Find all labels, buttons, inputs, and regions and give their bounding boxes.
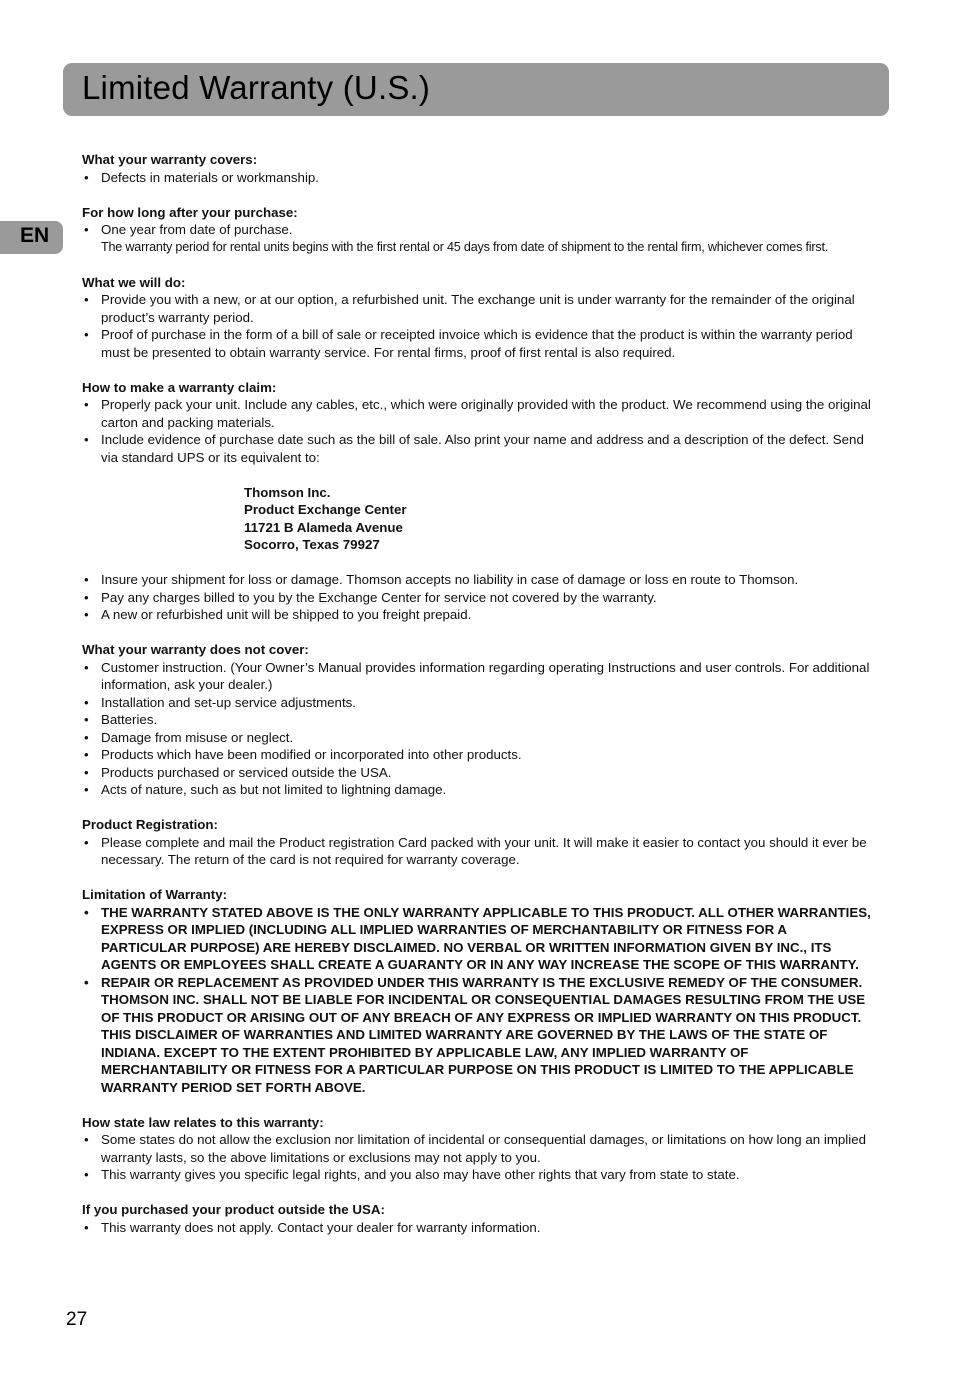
bullet-list [82,221,872,256]
list-item: • Customer instruction. (Your Owner’s Manual provides information regarding operating Instructions and user controls. For additional information, ask your dealer.) [82,659,872,694]
section-heading: Limitation of Warranty: [82,887,228,902]
list-item: • Pay any charges billed to you by the Exchange Center for service not covered by the warranty. [82,589,872,607]
section-state-law [82,1114,872,1184]
section-heading: What your warranty does not cover: [82,642,309,657]
rental-note: The warranty period for rental units begins with the first rental or 45 days from date of shipment to the rental firm, whichever comes first. [101,239,829,254]
list-item: • Batteries. [82,711,872,729]
list-item [82,221,872,256]
bullet-list [82,834,872,869]
list-item: • Provide you with a new, or at our option, a refurbished unit. The exchange unit is under warranty for the remainder of the original product’s warranty period. [82,291,872,326]
list-item: • Proof of purchase in the form of a bill of sale or receipted invoice which is evidence that the product is within the warranty period must be presented to obtain warranty service. For rental firms, proof of first rental is also required. [82,326,872,361]
address-line: 11721 B Alameda Avenue [244,519,403,535]
page-title: Limited Warranty (U.S.) [82,69,431,106]
list-item: • This warranty does not apply. Contact your dealer for warranty information. [82,1219,872,1237]
bullet-list [82,904,872,1097]
warranty-content [82,151,872,1254]
list-item: • Damage from misuse or neglect. [82,729,872,747]
title-bar [63,63,889,116]
section-covers [82,151,872,186]
bullet-list [82,1219,872,1237]
list-item: • Include evidence of purchase date such as the bill of sale. Also print your name and address and a description of the defect. Send via standard UPS or its equivalent to: [82,431,872,466]
list-item: • Acts of nature, such as but not limited to lightning damage. [82,781,872,799]
bullet-list [82,169,872,187]
section-we-will-do [82,274,872,362]
list-item: • REPAIR OR REPLACEMENT AS PROVIDED UNDER THIS WARRANTY IS THE EXCLUSIVE REMEDY OF THE CONSUMER. THOMSON INC. SHALL NOT BE LIABLE FOR INCIDENTAL OR CONSEQUENTIAL DAMAGES RESULTING FROM THE USE OF THIS PRODUCT OR ARISING OUT OF ANY BREACH OF ANY EXPRESS OR IMPLIED WARRANTY ON THIS PRODUCT. THIS DISCLAIMER OF WARRANTIES AND LIMITED WARRANTY ARE GOVERNED BY THE LAWS OF THE STATE OF INDIANA. EXCEPT TO THE EXTENT PROHIBITED BY APPLICABLE LAW, ANY IMPLIED WARRANTY OF MERCHANTABILITY OR FITNESS FOR A PARTICULAR PURPOSE ON THIS PRODUCT IS LIMITED TO THE APPLICABLE WARRANTY PERIOD SET FORTH ABOVE. [82,974,872,1097]
list-item: • Installation and set-up service adjustments. [82,694,872,712]
mailing-address [244,484,872,554]
list-item-text: One year from date of purchase. [101,222,293,237]
bullet-list [82,396,872,466]
section-heading: How state law relates to this warranty: [82,1114,324,1130]
address-line: Thomson Inc. [244,484,331,500]
page-number: 27 [66,1309,88,1330]
section-limitation [82,886,872,1096]
section-how-long [82,204,872,257]
list-item: • A new or refurbished unit will be shipped to you freight prepaid. [82,606,872,624]
language-tab [0,221,63,254]
section-registration [82,816,872,869]
section-outside-usa [82,1201,872,1236]
bullet-list [82,659,872,799]
list-item: • Insure your shipment for loss or damage. Thomson accepts no liability in case of damage or loss en route to Thomson. [82,571,872,589]
bullet-list [82,291,872,361]
address-line: Socorro, Texas 79927 [244,537,380,552]
list-item: • Please complete and mail the Product registration Card packed with your unit. It will make it easier to contact you should it ever be necessary. The return of the card is not required for warranty coverage. [82,834,872,869]
section-heading: If you purchased your product outside the USA: [82,1202,385,1217]
section-heading: For how long after your purchase: [82,204,298,220]
list-item: • THE WARRANTY STATED ABOVE IS THE ONLY WARRANTY APPLICABLE TO THIS PRODUCT. ALL OTHER WARRANTIES, EXPRESS OR IMPLIED (INCLUDING ALL IMPLIED WARRANTIES OF MERCHANTABILITY OR FITNESS FOR A PARTICULAR PURPOSE) ARE HEREBY DISCLAIMED. NO VERBAL OR WRITTEN INFORMATION GIVEN BY INC., ITS AGENTS OR EMPLOYEES SHALL CREATE A GUARANTY OR IN ANY WAY INCREASE THE SCOPE OF THIS WARRANTY. [82,904,872,974]
list-item: • This warranty gives you specific legal rights, and you also may have other rights that vary from state to state. [82,1166,872,1184]
list-item: • Some states do not allow the exclusion nor limitation of incidental or consequential damages, or limitations on how long an implied warranty lasts, so the above limitations or exclusions may not apply to you. [82,1131,872,1166]
section-heading: How to make a warranty claim: [82,379,277,395]
list-item: • Products purchased or serviced outside the USA. [82,764,872,782]
section-not-cover [82,641,872,799]
bullet-list [82,1131,872,1184]
bullet-list [82,571,872,624]
language-tab-label: EN [20,224,50,247]
list-item: • Properly pack your unit. Include any cables, etc., which were originally provided with the product. We recommend using the original carton and packing materials. [82,396,872,431]
section-heading: What your warranty covers: [82,152,258,167]
section-claim [82,379,872,624]
address-line: Product Exchange Center [244,502,407,517]
list-item: • Defects in materials or workmanship. [82,169,872,187]
section-heading: Product Registration: [82,817,218,832]
list-item: • Products which have been modified or incorporated into other products. [82,746,872,764]
section-heading: What we will do: [82,274,186,290]
